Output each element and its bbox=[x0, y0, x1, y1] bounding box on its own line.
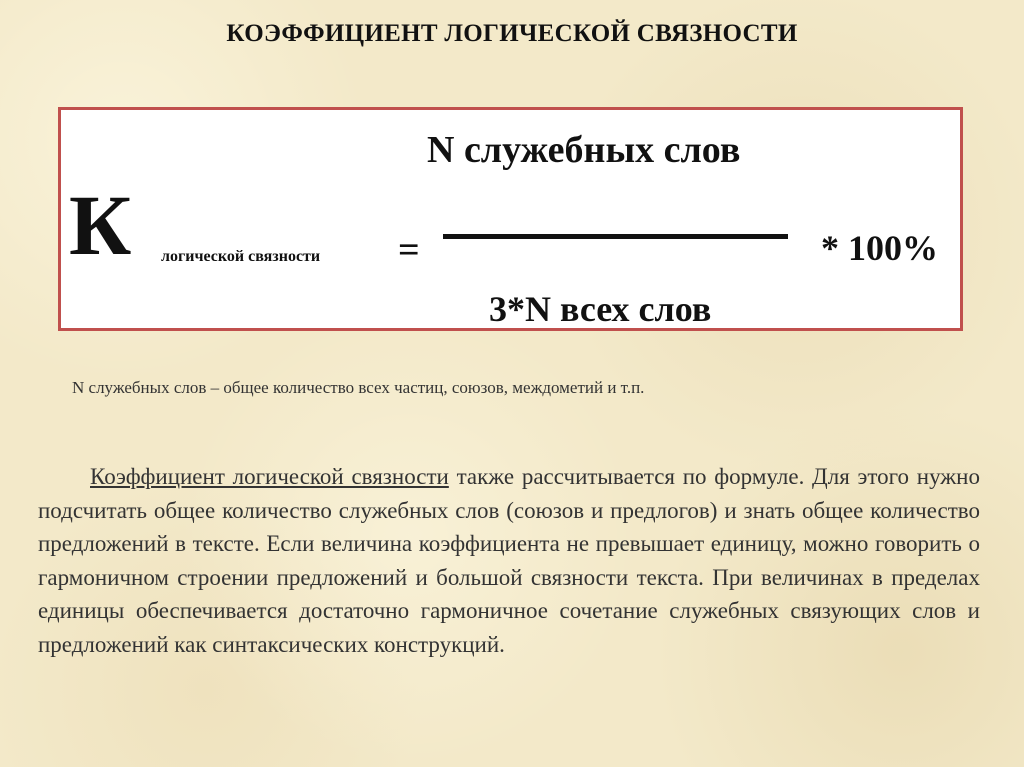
formula-subscript: логической связности bbox=[161, 248, 321, 265]
formula-symbol: К bbox=[69, 177, 132, 273]
slide-title: КОЭФФИЦИЕНТ ЛОГИЧЕСКОЙ СВЯЗНОСТИ bbox=[226, 20, 798, 47]
paragraph-text: также рассчитывается по формуле. Для этого нужно подсчитать общее количество служебных слов (союзов и предлогов) и знать общее количество предложений в тексте. Если величина коэффициента не превышает единицу, можно говорить о гармоничном строении предложений и большой связности текста. При величинах в пределах единицы обеспечивается достаточно гармоничное сочетание служебных связующих слов и предложений как синтаксических конструкций. bbox=[38, 464, 980, 657]
formula-multiplier: * 100% bbox=[821, 228, 938, 268]
formula-note: N служебных слов – общее количество всех частиц, союзов, междометий и т.п. bbox=[72, 378, 645, 397]
paragraph-term: Коэффициент логической связности bbox=[90, 464, 449, 489]
formula-numerator: N служебных слов bbox=[427, 129, 741, 171]
fraction-line bbox=[443, 234, 788, 239]
formula-denominator: 3*N всех слов bbox=[489, 289, 712, 329]
formula-box bbox=[58, 107, 963, 331]
explanation-paragraph bbox=[38, 460, 980, 661]
formula-equals: = bbox=[398, 229, 420, 271]
